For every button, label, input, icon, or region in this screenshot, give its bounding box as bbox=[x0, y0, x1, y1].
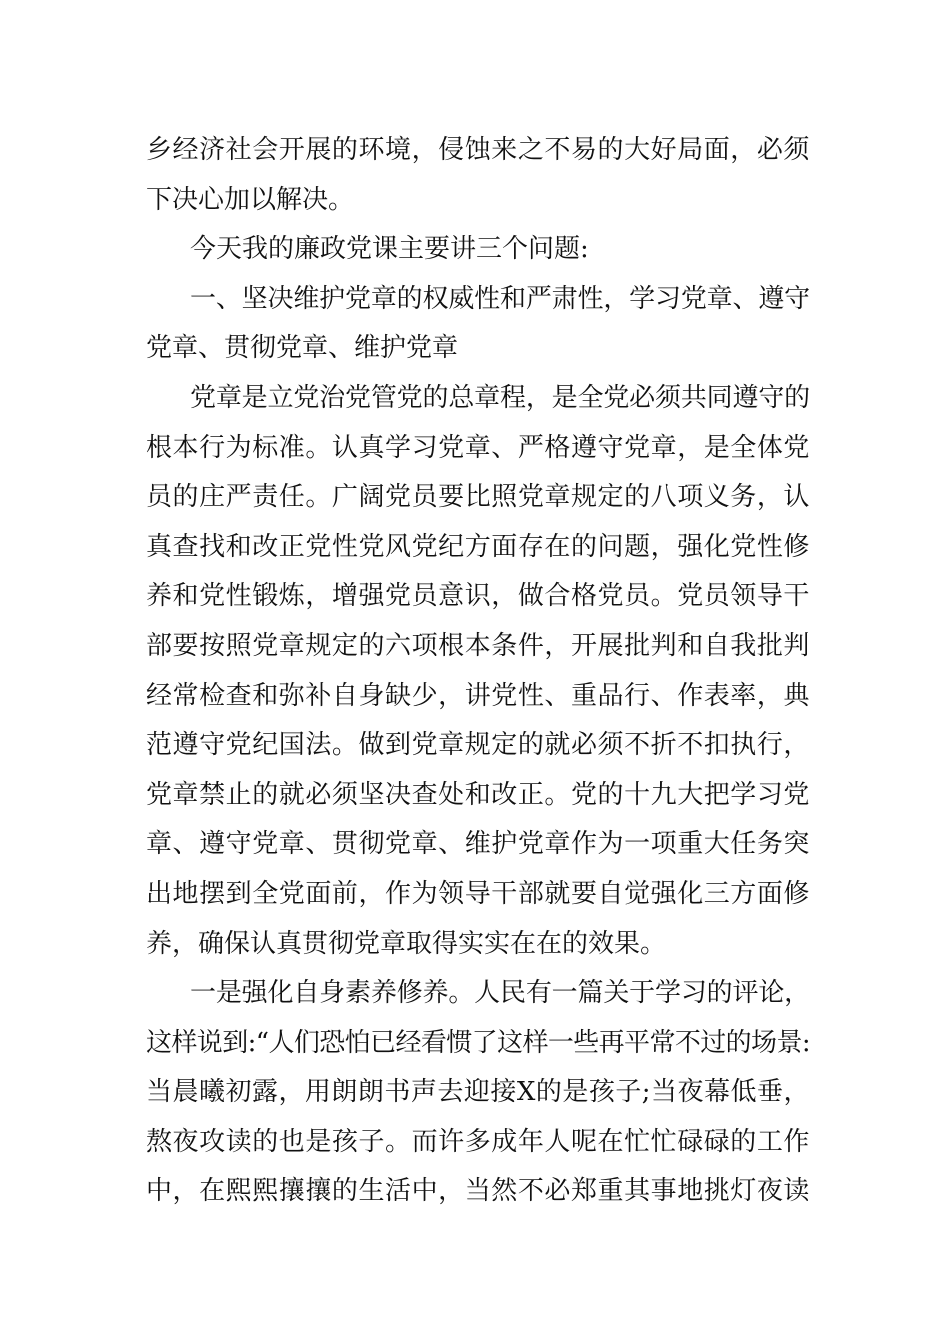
text-line: 党章是立党治党管党的总章程，是全党必须共同遵守的 bbox=[190, 382, 810, 413]
text-line: 根本行为标准。认真学习党章、严格遵守党章，是全体党 bbox=[146, 432, 810, 463]
text-line: 出地摆到全党面前，作为领导干部就要自觉强化三方面修 bbox=[146, 878, 810, 909]
text-line: 部要按照党章规定的六项根本条件，开展批判和自我批判 bbox=[146, 630, 810, 661]
text-line: 养，确保认真贯彻党章取得实实在在的效果。 bbox=[146, 928, 667, 959]
text-line: 范遵守党纪国法。做到党章规定的就必须不折不扣执行， bbox=[146, 730, 810, 761]
text-line: 当晨曦初露，用朗朗书声去迎接X的是孩子;当夜幕低垂， bbox=[146, 1077, 810, 1108]
text-line: 中，在熙熙攘攘的生活中，当然不必郑重其事地挑灯夜读 bbox=[146, 1176, 810, 1207]
text-line: 熬夜攻读的也是孩子。而许多成年人呢在忙忙碌碌的工作 bbox=[146, 1126, 810, 1157]
text-line: 员的庄严责任。广阔党员要比照党章规定的八项义务，认 bbox=[146, 482, 810, 513]
text-line: 章、遵守党章、贯彻党章、维护党章作为一项重大任务突 bbox=[146, 829, 810, 860]
text-line: 党章禁止的就必须坚决查处和改正。党的十九大把学习党 bbox=[146, 779, 810, 810]
text-line: 经常检查和弥补自身缺少，讲党性、重品行、作表率，典 bbox=[146, 680, 810, 711]
text-line: 党章、贯彻党章、维护党章 bbox=[146, 333, 459, 364]
text-line: 下决心加以解决。 bbox=[146, 184, 355, 215]
text-line: 这样说到:“人们恐怕已经看惯了这样一些再平常不过的场景: bbox=[146, 1027, 811, 1058]
text-line: 养和党性锻炼，增强党员意识，做合格党员。党员领导干 bbox=[146, 581, 810, 612]
text-line: 乡经济社会开展的环境，侵蚀来之不易的大好局面，必须 bbox=[146, 135, 810, 165]
text-line: 一是强化自身素养修养。人民有一篇关于学习的评论， bbox=[190, 978, 810, 1009]
document-body bbox=[146, 126, 810, 1217]
text-line: 真查找和改正党性党风党纪方面存在的问题，强化党性修 bbox=[146, 531, 810, 562]
text-line: 一、坚决维护党章的权威性和严肃性，学习党章、遵守 bbox=[190, 283, 810, 314]
text-line: 今天我的廉政党课主要讲三个问题: bbox=[190, 234, 589, 265]
